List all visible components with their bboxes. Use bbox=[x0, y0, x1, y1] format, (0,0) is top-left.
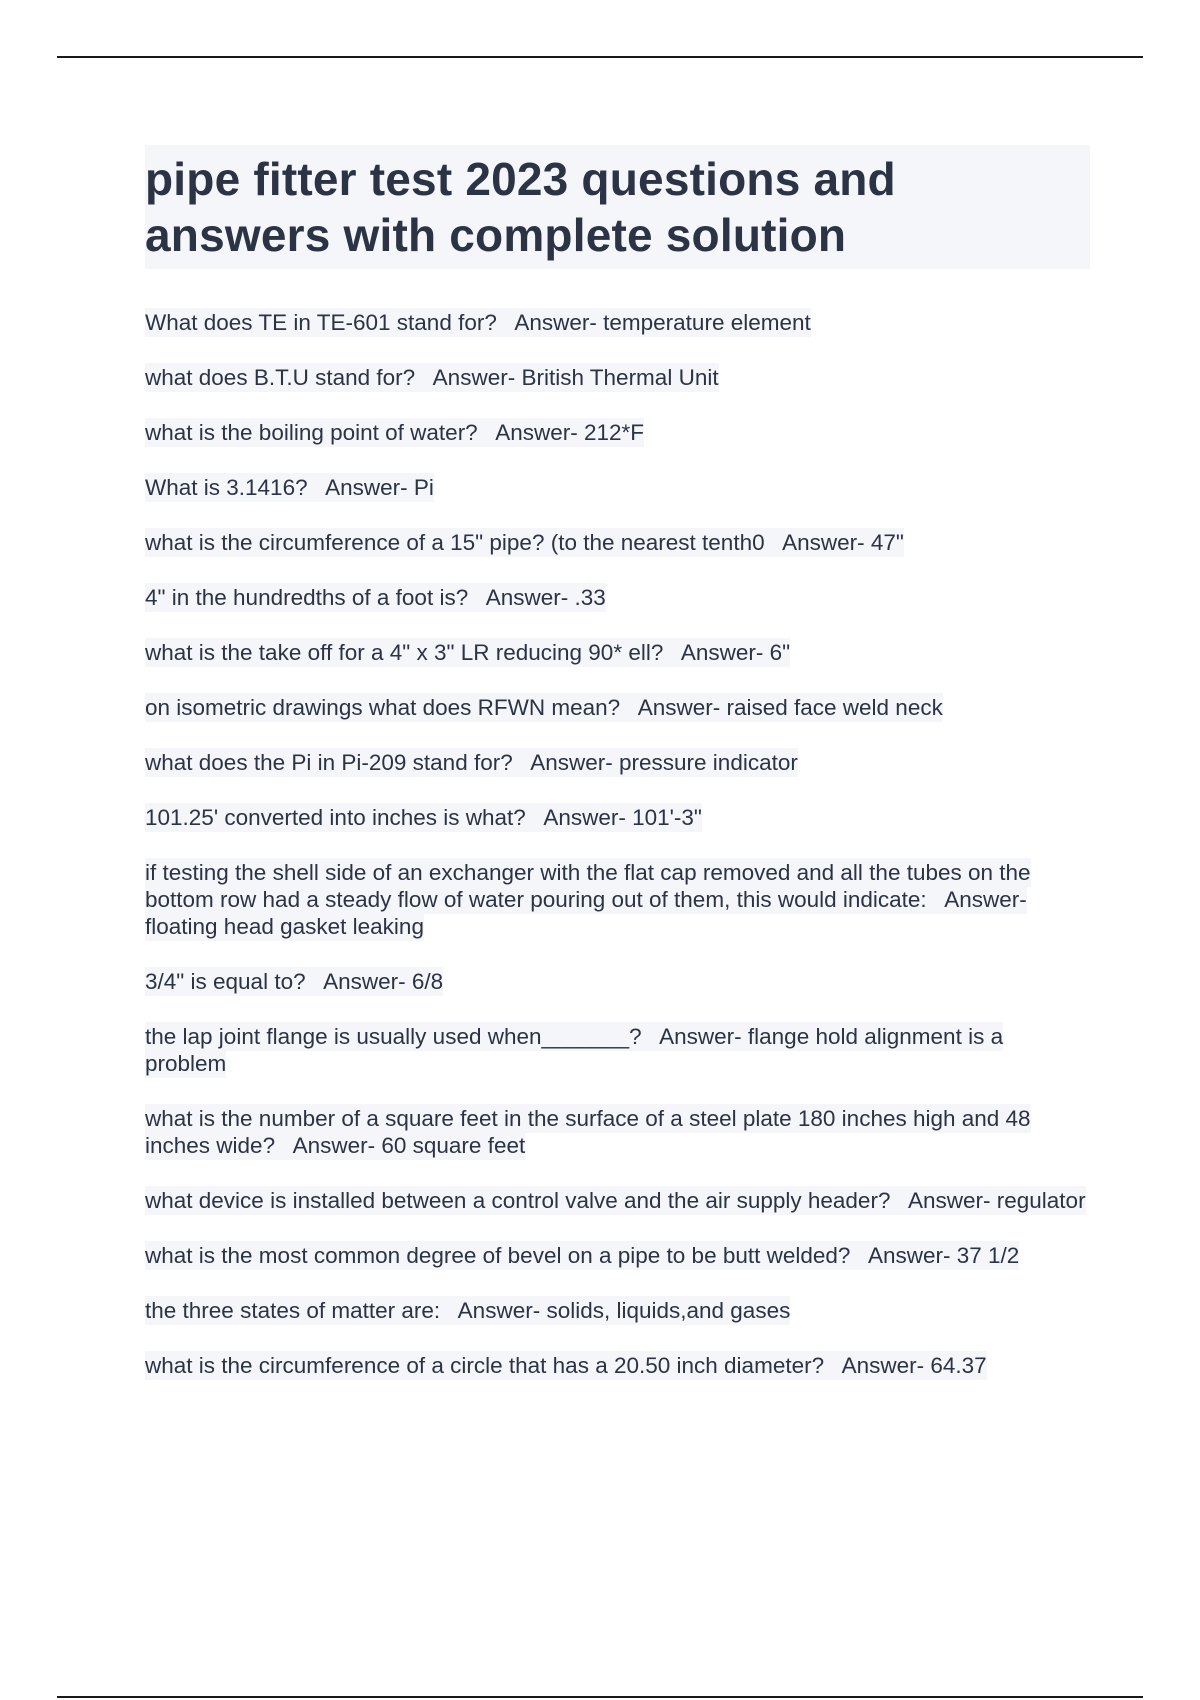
question-text: what is the take off for a 4" x 3" LR reducing 90* ell? bbox=[145, 640, 664, 665]
question-text: the three states of matter are: bbox=[145, 1298, 441, 1323]
question-text: if testing the shell side of an exchanger with the flat cap removed and all the tubes on the bottom row had a steady flow of water pouring out of them, this would indicate: bbox=[145, 860, 1031, 912]
answer-text: Answer- 212*F bbox=[495, 420, 645, 445]
answer-text: Answer- regulator bbox=[907, 1188, 1086, 1213]
question-text: what is the boiling point of water? bbox=[145, 420, 478, 445]
qa-item bbox=[145, 584, 1090, 611]
qa-item bbox=[145, 639, 1090, 666]
qa-item bbox=[145, 419, 1090, 446]
qa-item bbox=[145, 364, 1090, 391]
question-text: 4" in the hundredths of a foot is? bbox=[145, 585, 469, 610]
qa-item bbox=[145, 749, 1090, 776]
answer-text: Answer- pressure indicator bbox=[530, 750, 798, 775]
answer-text: Answer- 60 square feet bbox=[292, 1133, 526, 1158]
document-page bbox=[145, 145, 1090, 1407]
header-rule bbox=[57, 56, 1143, 58]
answer-text: Answer- Pi bbox=[325, 475, 434, 500]
qa-item bbox=[145, 474, 1090, 501]
qa-item bbox=[145, 1242, 1090, 1269]
answer-text: Answer- 64.37 bbox=[841, 1353, 987, 1378]
qa-item bbox=[145, 859, 1090, 940]
question-text: what device is installed between a control valve and the air supply header? bbox=[145, 1188, 891, 1213]
answer-text: Answer- raised face weld neck bbox=[637, 695, 943, 720]
answer-text: Answer- 6/8 bbox=[323, 969, 444, 994]
qa-item bbox=[145, 309, 1090, 336]
qa-item bbox=[145, 1023, 1090, 1077]
qa-item bbox=[145, 529, 1090, 556]
question-text: What is 3.1416? bbox=[145, 475, 308, 500]
question-text: the lap joint flange is usually used when_______? bbox=[145, 1024, 642, 1049]
qa-list bbox=[145, 309, 1090, 1379]
answer-text: Answer- 47" bbox=[782, 530, 904, 555]
qa-item bbox=[145, 1297, 1090, 1324]
qa-item bbox=[145, 1105, 1090, 1159]
qa-item bbox=[145, 1187, 1090, 1214]
question-text: what does the Pi in Pi-209 stand for? bbox=[145, 750, 513, 775]
question-text: on isometric drawings what does RFWN mean? bbox=[145, 695, 621, 720]
answer-text: Answer- 101'-3" bbox=[543, 805, 702, 830]
answer-text: Answer- flange hold alignment is a problem bbox=[145, 1024, 1004, 1076]
footer-rule bbox=[57, 1696, 1143, 1698]
qa-item bbox=[145, 694, 1090, 721]
answer-text: Answer- British Thermal Unit bbox=[432, 365, 719, 390]
answer-text: Answer- 6" bbox=[680, 640, 791, 665]
question-text: what does B.T.U stand for? bbox=[145, 365, 416, 390]
question-text: What does TE in TE-601 stand for? bbox=[145, 310, 497, 335]
question-text: what is the number of a square feet in the surface of a steel plate 180 inches high and 48 inches wide? bbox=[145, 1106, 1031, 1158]
document-title: pipe fitter test 2023 questions and answers with complete solution bbox=[145, 153, 896, 261]
question-text: what is the circumference of a circle that has a 20.50 inch diameter? bbox=[145, 1353, 825, 1378]
question-text: what is the circumference of a 15" pipe? (to the nearest tenth0 bbox=[145, 530, 765, 555]
title-block bbox=[145, 145, 1090, 269]
question-text: 101.25' converted into inches is what? bbox=[145, 805, 526, 830]
answer-text: Answer- .33 bbox=[485, 585, 606, 610]
question-text: 3/4" is equal to? bbox=[145, 969, 306, 994]
qa-item bbox=[145, 804, 1090, 831]
answer-text: Answer- temperature element bbox=[514, 310, 811, 335]
question-text: what is the most common degree of bevel on a pipe to be butt welded? bbox=[145, 1243, 851, 1268]
answer-text: Answer- floating head gasket leaking bbox=[145, 887, 1027, 939]
answer-text: Answer- 37 1/2 bbox=[867, 1243, 1020, 1268]
answer-text: Answer- solids, liquids,and gases bbox=[457, 1298, 791, 1323]
qa-item bbox=[145, 1352, 1090, 1379]
qa-item bbox=[145, 968, 1090, 995]
